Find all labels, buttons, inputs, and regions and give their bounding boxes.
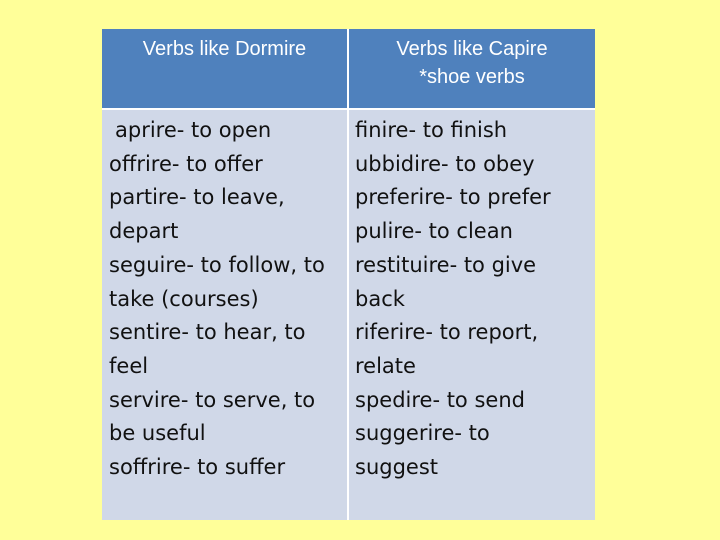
verb-table	[102, 29, 595, 520]
verb-line: depart	[109, 219, 179, 244]
verb-line: back	[355, 286, 405, 311]
verb-line: be useful	[109, 421, 206, 446]
verb-line: ubbidire- to obey	[355, 151, 535, 176]
verb-line: preferire- to prefer	[355, 185, 551, 210]
verb-line: relate	[355, 353, 416, 378]
verb-line: take (courses)	[109, 286, 259, 311]
verb-line: pulire- to clean	[355, 219, 513, 244]
dormire-verbs-cell	[102, 110, 347, 520]
verb-line: restituire- to give	[355, 252, 537, 277]
header-right-label: Verbs like Capire	[396, 38, 548, 60]
capire-verbs-cell	[349, 110, 595, 520]
verb-line: suggerire- to	[355, 421, 490, 446]
verb-line: riferire- to report,	[355, 320, 539, 345]
verb-line: suggest	[355, 455, 439, 480]
header-right-sublabel: *shoe verbs	[419, 66, 525, 88]
verb-line: offrire- to offer	[109, 151, 263, 176]
verb-line: soffrire- to suffer	[109, 455, 286, 480]
verb-line: finire- to finish	[355, 118, 508, 142]
header-verbs-like-capire	[349, 29, 595, 108]
header-left-label: Verbs like Dormire	[142, 38, 307, 60]
verb-line: spedire- to send	[355, 387, 525, 412]
verb-line: servire- to serve, to	[109, 387, 316, 412]
verb-line: seguire- to follow, to	[109, 252, 325, 277]
verb-line: partire- to leave,	[109, 185, 285, 210]
verb-line: sentire- to hear, to	[109, 320, 306, 345]
verb-line: feel	[109, 353, 149, 378]
verb-line: aprire- to open	[115, 118, 272, 142]
header-verbs-like-dormire	[102, 29, 347, 108]
